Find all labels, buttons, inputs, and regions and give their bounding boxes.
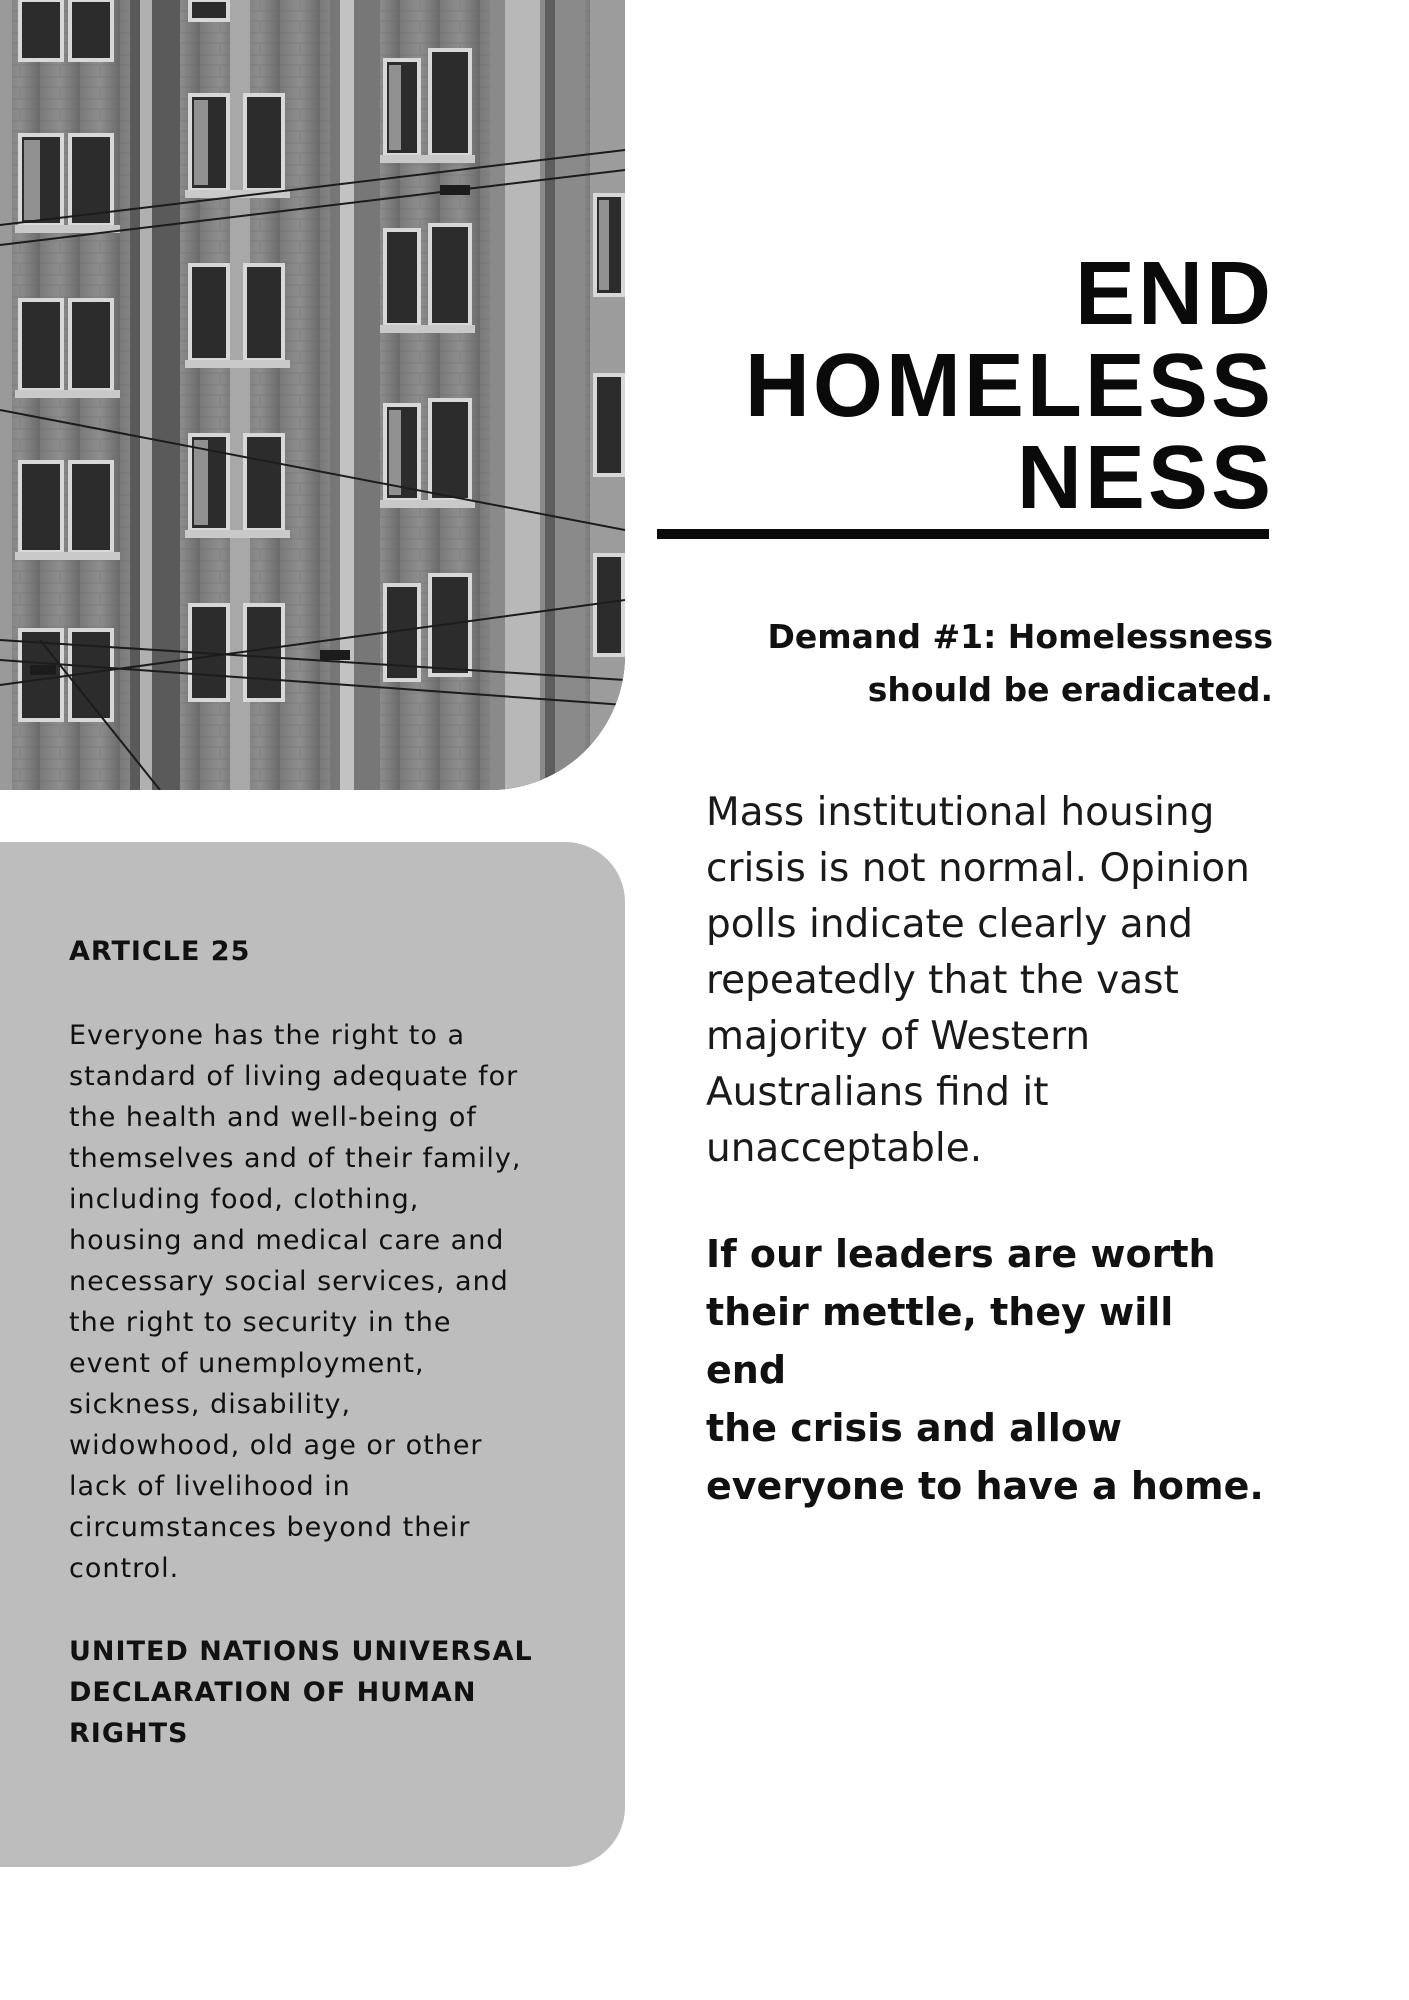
body-line: Australians find it <box>706 1070 1049 1115</box>
article-heading: ARTICLE 25 <box>69 936 251 967</box>
body-line: repeatedly that the vast <box>706 958 1179 1003</box>
article-line: standard of living adequate for <box>69 1061 519 1092</box>
body-line: Mass institutional housing <box>706 790 1215 835</box>
title-line-2: HOMELESS <box>744 336 1274 436</box>
article-line: housing and medical care and <box>69 1225 505 1256</box>
article-line: the right to security in the <box>69 1307 452 1338</box>
body-paragraph <box>706 785 1266 1177</box>
body-line: majority of Western <box>706 1014 1091 1059</box>
title-divider <box>657 529 1269 539</box>
call-to-action-paragraph <box>706 1225 1266 1515</box>
article-body <box>69 1015 589 1589</box>
source-line: DECLARATION OF HUMAN <box>69 1677 477 1708</box>
source-line: UNITED NATIONS UNIVERSAL <box>69 1636 533 1667</box>
demand-line-2: should be eradicated. <box>867 670 1273 709</box>
article-line: lack of livelihood in <box>69 1471 351 1502</box>
article-line: themselves and of their family, <box>69 1143 522 1174</box>
article-line: Everyone has the right to a <box>69 1020 466 1051</box>
demand-line-1: Demand #1: Homelessness <box>767 617 1273 656</box>
emphasis-line: the crisis and allow <box>706 1406 1123 1450</box>
demand-subheading <box>713 610 1273 716</box>
article-line: event of unemployment, <box>69 1348 425 1379</box>
body-line: crisis is not normal. Opinion <box>706 846 1250 891</box>
page-title <box>634 244 1274 528</box>
building-facade-image <box>0 0 625 790</box>
article-line: widowhood, old age or other <box>69 1430 483 1461</box>
article-line: control. <box>69 1553 180 1584</box>
article-line: necessary social services, and <box>69 1266 509 1297</box>
building-photo <box>0 0 625 790</box>
title-line-3: NESS <box>1016 428 1274 528</box>
emphasis-line: everyone to have a home. <box>706 1464 1264 1508</box>
emphasis-line: If our leaders are worth <box>706 1232 1216 1276</box>
body-line: polls indicate clearly and <box>706 902 1194 947</box>
article-line: including food, clothing, <box>69 1184 420 1215</box>
article-line: circumstances beyond their <box>69 1512 471 1543</box>
emphasis-line: their mettle, they will end <box>706 1290 1174 1392</box>
article-line: the health and well-being of <box>69 1102 477 1133</box>
body-line: unacceptable. <box>706 1126 983 1171</box>
article-source <box>69 1631 589 1754</box>
source-line: RIGHTS <box>69 1718 189 1749</box>
title-line-1: END <box>1074 244 1274 344</box>
article-line: sickness, disability, <box>69 1389 352 1420</box>
